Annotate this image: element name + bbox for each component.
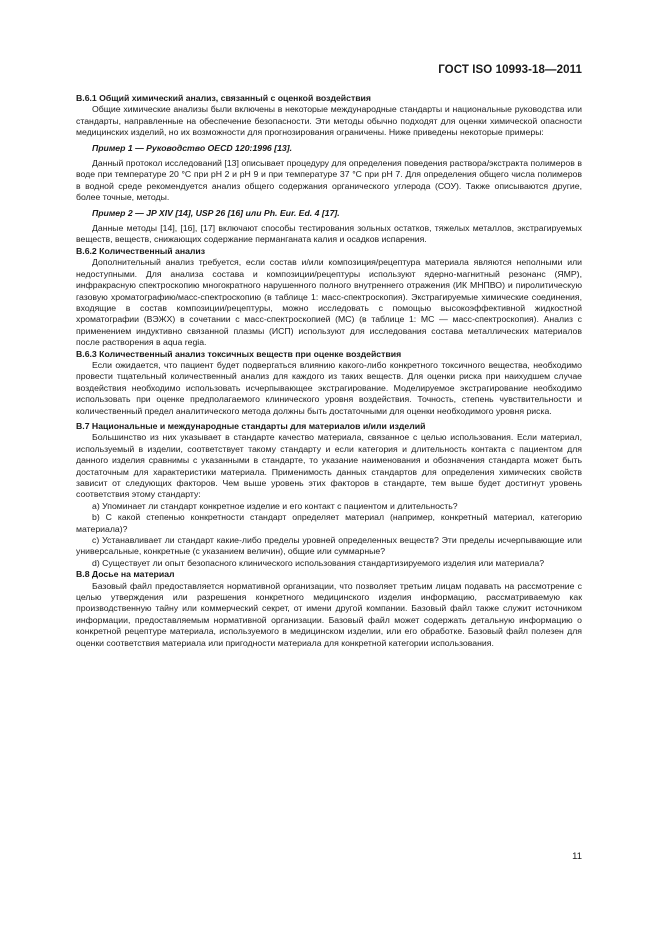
paragraph: Большинство из них указывает в стандарте качество материала, связанное с целью использования. Если материал, используемый в изделии, соответствует такому стандарту и если категория и длительность контакта с пациентом для данного изделия сравнимы с указанными в стандарте, то указание наименования и обозначения стандарта может быть достаточным для характеристики материала. Применимость данных стандартов для определения химических свойств зависит от следующих факторов. Чем выше уровень этих факторов в стандарте, тем выше будет достигнут уровень соответствия этому стандарту:	[76, 432, 582, 500]
paragraph: Данный протокол исследований [13] описывает процедуру для определения поведения раствора/экстракта полимеров в воде при температуре 20 °С при pH 2 и pH 9 и при температуре 37 °С при pH 7. Для определения общего числа полимеров в водной среде рекомендуется анализ общего содержания органического углерода (СОУ). Также описываются другие, более точные, методы.	[76, 158, 582, 203]
section-heading-b63: В.6.3 Количественный анализ токсичных веществ при оценке воздействия	[76, 348, 402, 359]
list-item: d) Существует ли опыт безопасного клинического использования стандартизируемого изделия или материала?	[92, 557, 545, 568]
example-heading: Пример 2 — JP XIV [14], USP 26 [16] или Ph. Eur. Ed. 4 [17].	[92, 207, 340, 218]
section-heading-b7: В.7 Национальные и международные стандарты для материалов и/или изделий	[76, 420, 426, 431]
section-heading-b62: В.6.2 Количественный анализ	[76, 245, 206, 256]
paragraph: Если ожидается, что пациент будет подвергаться влиянию какого-либо конкретного токсичного вещества, необходимо провести тщательный количественный анализ для каждого из таких веществ. Для оценки риска при наихудшем случае воздействия необходимо использовать исчерпывающее экстрагирование. Моделируемое экстрагирование необходимо использовать при оценке предполагаемого клинического уровня воздействия. Точность, степень чувствительности и количественный предел аналитического метода должны быть достаточными для оценки необходимого уровня риска.	[76, 359, 582, 416]
paragraph: Данные методы [14], [16], [17] включают способы тестирования зольных остатков, тяжелых металлов, экстрагируемых веществ, веществ, снижающих содержание перманганата калия и осадков испарения.	[76, 223, 582, 245]
document-body	[76, 93, 582, 649]
list-item: b) С какой степенью конкретности стандарт определяет материал (например, конкретный материал, категорию материала)?	[76, 512, 582, 534]
page-number: 11	[572, 851, 582, 862]
list-item: с) Устанавливает ли стандарт какие-либо пределы уровней определенных веществ? Эти пределы исчерпывающие или универсальные, конкретные (с указанием величин), общие или суммарные?	[76, 535, 582, 557]
section-heading-b61: В.6.1 Общий химический анализ, связанный с оценкой воздействия	[76, 93, 371, 103]
list-item: а) Упоминает ли стандарт конкретное изделие и его контакт с пациентом и длительность?	[92, 500, 458, 511]
document-page	[76, 64, 582, 649]
example-heading: Пример 1 — Руководство OECD 120:1996 [13].	[92, 142, 293, 153]
paragraph: Дополнительный анализ требуется, если состав и/или композиция/рецептура материала являются неполными или недоступными. Для анализа состава и композиции/рецептуры используют ядерно-магнитный резонанс (ЯМР), инфракрасную спектроскопию многократного нарушенного полного внутреннего отражения (ИК МНПВО) и пиролитическую газовую хроматографию/масс-спектроскопию (в таблице 1: масс-спектроскопия). Экстрагируемые химические соединения, входящие в состав композиции/рецептуры, можно исследовать с помощью высокоэффективной жидкостной хроматографии (ВЭЖХ) в сочетании с масс-спектроскопией (МС) (в таблице 1: МС — масс-спектроскопия). Анализ с применением индуктивно связанной плазмы (ИСП) используют для исследования состава металлических материалов после растворения в aqua regia.	[76, 257, 582, 348]
section-heading-b8: В.8 Досье на материал	[76, 569, 175, 580]
paragraph: Общие химические анализы были включены в некоторые международные стандарты и национальные руководства или стандарты, направленные на обеспечение безопасности. Эти методы обычно подходят для оценки химической опасности медицинских изделий, но их возможности для прогнозирования ограничены. Ниже приведены некоторые примеры:	[76, 104, 582, 138]
paragraph: Базовый файл предоставляется нормативной организации, что позволяет третьим лицам подавать на рассмотрение с целью утверждения или разрешения конкретного медицинского изделия информацию, рассматриваемую как производственную тайну или коммерческий секрет, от имени другой компании. Базовый файл также служит источником информации, предоставляемым нормативной организации. Базовый файл может содержать детальную информацию о конкретной рецептуре материала, используемого в медицинском изделии, или его обработке. Базовый файл полезен для оценки соответствия материала или пригодности материала для конкретной категории использования.	[76, 580, 582, 648]
document-header: ГОСТ ISO 10993-18—2011	[438, 64, 582, 76]
